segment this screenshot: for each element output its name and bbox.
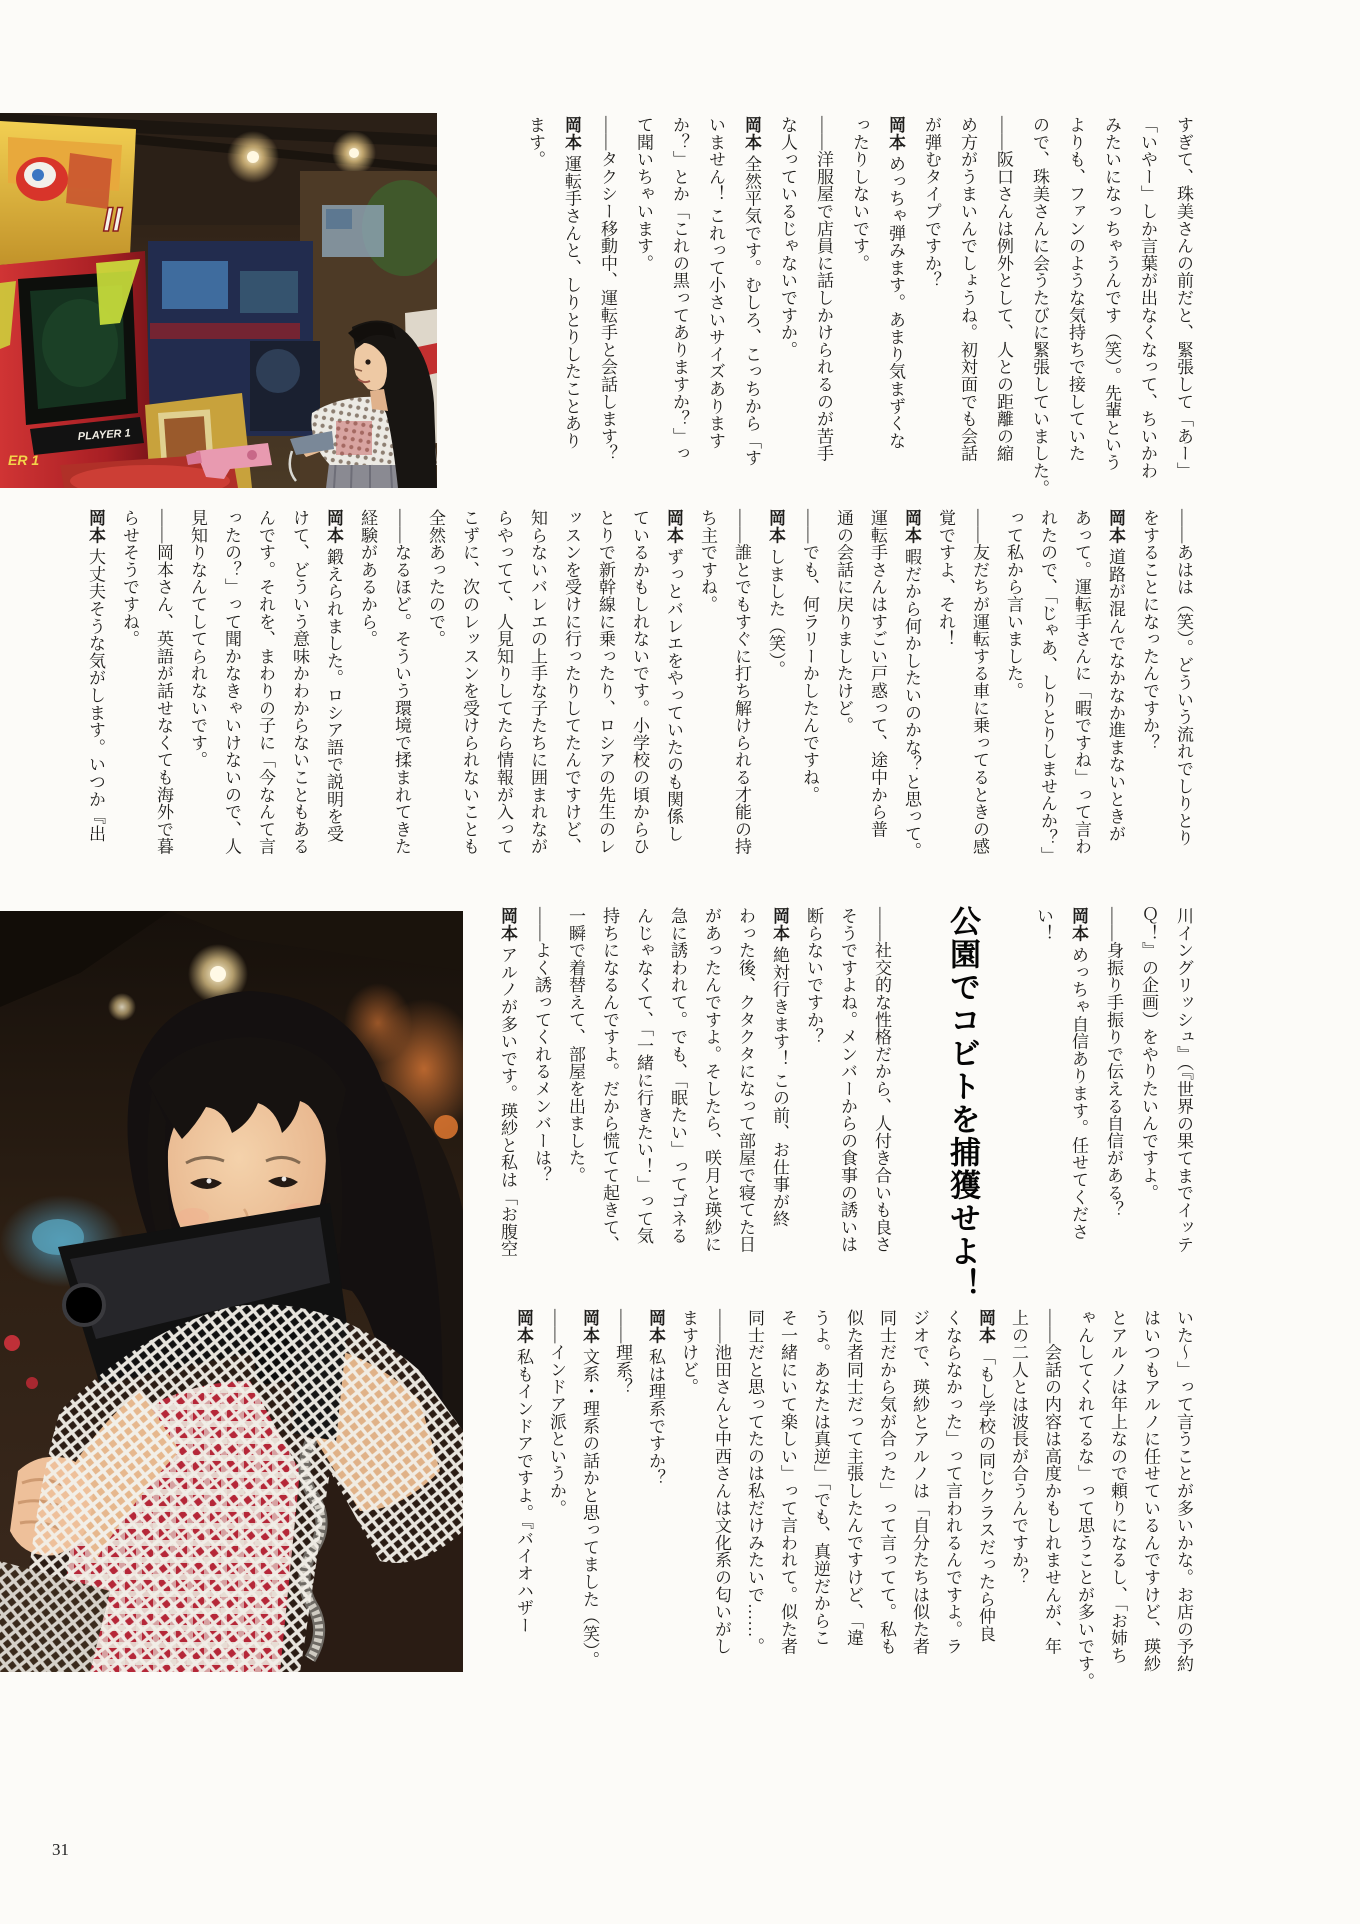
- speaker-name: 岡本: [902, 509, 921, 544]
- text-column: 見知りなんてしてられないです。: [188, 509, 207, 769]
- text-column: 岡本 道路が混んでなかなか進まないときが: [1106, 509, 1125, 843]
- text-column: ――岡本さん、英語が話せなくても海外で暮: [154, 509, 173, 855]
- page-number: 31: [52, 1840, 69, 1859]
- text-column: ので、珠美さんに会うたびに緊張していました。: [1030, 116, 1049, 497]
- text-column: ――あはは（笑）。どういう流れでしりとり: [1174, 509, 1193, 847]
- speaker-name: 岡本: [562, 116, 581, 151]
- interview-text-band-1: [508, 116, 1192, 498]
- text-column: って私から言いました。: [1004, 509, 1023, 700]
- interview-text-band-4: [499, 1309, 1192, 1691]
- speaker-name: 岡本: [580, 1309, 599, 1344]
- text-column: ――身振り手振りで伝える自信がある？: [1104, 907, 1123, 1219]
- text-column: ――池田さんと中西さんは文化系の匂いがし: [712, 1309, 731, 1655]
- text-column: ――会話の内容は高度かもしれませんが、年: [1042, 1309, 1061, 1655]
- text-column: 上の二人とは波長が合うんですか？: [1009, 1309, 1028, 1586]
- text-column: ――阪口さんは例外として、人との距離の縮: [994, 116, 1013, 462]
- text-column: ――タクシー移動中、運転手と会話します？: [598, 116, 617, 462]
- text-column: な人っているじゃないですか。: [778, 116, 797, 359]
- section-headline: 公園でコビトを捕獲せよ！: [945, 905, 980, 1301]
- portrait-photo: [0, 911, 463, 1672]
- red-cabinet: [0, 121, 152, 488]
- text-column: 岡本 私は理系ですか？: [646, 1309, 665, 1487]
- interview-text-band-2: [70, 509, 1192, 899]
- text-column: 岡本 めっちゃ弾みます。あまり気まずくな: [886, 116, 905, 450]
- speaker-name: 岡本: [498, 907, 517, 942]
- text-column: があったんですよ。そしたら、咲月と瑛紗に: [702, 907, 721, 1253]
- speaker-name: 岡本: [976, 1309, 995, 1344]
- text-column: 同士だから気が合った」って言ってて。私も: [877, 1309, 896, 1655]
- text-column: 知らないバレエの上手な子たちに囲まれなが: [528, 509, 547, 855]
- text-column: 岡本 ずっとバレエをやっていたのも関係し: [664, 509, 683, 843]
- text-column: いた〜」って言うことが多いかな。お店の予約: [1174, 1309, 1193, 1673]
- text-column: 通の会話に戻りましたけど。: [834, 509, 853, 734]
- text-column: 運転手さんはすごい戸惑って、途中から普: [868, 509, 887, 838]
- arcade-photo: [0, 113, 437, 488]
- speaker-name: 岡本: [766, 509, 785, 544]
- text-column: ます。: [526, 116, 545, 168]
- text-column: 断らないですか？: [804, 907, 823, 1046]
- text-column: め方がうまいんでしょうね。初対面でも会話: [958, 116, 977, 462]
- text-column: 似た者同士だって主張したんですけど、「違: [844, 1309, 863, 1647]
- text-column: んです。それを、まわりの子に「今なんて言: [256, 509, 275, 855]
- text-column: か？」とか「これの黒ってありますか？」っ: [670, 116, 689, 462]
- speaker-name: 岡本: [514, 1309, 533, 1344]
- text-column: ――でも、何ラリーかしたんですね。: [800, 509, 819, 804]
- speaker-name: 岡本: [886, 116, 905, 151]
- text-column: ――友だちが運転する車に乗ってるときの感: [970, 509, 989, 855]
- text-column: 岡本 全然平気です。むしろ、こっちから「す: [742, 116, 761, 467]
- text-column: らせそうですね。: [120, 509, 139, 648]
- speaker-name: 岡本: [646, 1309, 665, 1344]
- text-column: 岡本 文系・理系の話かと思ってました（笑）。: [580, 1309, 599, 1669]
- text-column: ているかもしれないです。小学校の頃からひ: [630, 509, 649, 855]
- text-column: て聞いちゃいます。: [634, 116, 653, 272]
- text-column: あって。運転手さんに「暇ですね」って言わ: [1072, 509, 1091, 855]
- text-column: すぎて、珠美さんの前だと、緊張して「あー」: [1174, 116, 1193, 480]
- text-column: 川イングリッシュ』（『世界の果てまでイッテ: [1174, 907, 1193, 1254]
- text-column: くならなかった」って言われるんですよ。ラ: [943, 1309, 962, 1655]
- speaker-name: 岡本: [1106, 509, 1125, 544]
- text-column: ――よく誘ってくれるメンバーは？: [532, 907, 551, 1184]
- text-column: 覚ですよ、それ！: [936, 509, 955, 648]
- text-column: ――洋服屋で店員に話しかけられるのが苦手: [814, 116, 833, 462]
- text-column: 岡本 「もし学校の同じクラスだったら仲良: [976, 1309, 995, 1643]
- text-column: ッスンを受けに行ったりしてたんですけど、: [562, 509, 581, 855]
- text-column: らやってて、人見知りしてたら情報が入って: [494, 509, 513, 855]
- speaker-name: 岡本: [324, 509, 343, 544]
- text-column: Ｑ！』の企画）をやりたいんですよ。: [1139, 907, 1158, 1202]
- text-column: はいつもアルノに任せているんですけど、瑛紗: [1141, 1309, 1160, 1673]
- text-column: うよ。あなたは真逆」「でも、真逆だからこ: [811, 1309, 830, 1647]
- text-column: 岡本 暇だから何かしたいのかな？と思って。: [902, 509, 921, 860]
- text-column: んじゃなくて、「一緒に行きたい！」って気: [634, 907, 653, 1245]
- text-column: とりで新幹線に乗ったり、ロシアの先生のレ: [596, 509, 615, 855]
- text-column: 全然あったので。: [426, 509, 445, 648]
- speaker-name: 岡本: [664, 509, 683, 544]
- speaker-name: 岡本: [1069, 907, 1088, 942]
- text-column: ジオで、瑛紗とアルノは「自分たちは似た者: [910, 1309, 929, 1655]
- text-column: よりも、ファンのような気持ちで接していた: [1066, 116, 1085, 462]
- text-column: 岡本 めっちゃ自信あります。任せてくださ: [1069, 907, 1088, 1241]
- text-column: 経験があるから。: [358, 509, 377, 648]
- text-column: そうですよね。メンバーからの食事の誘いは: [838, 907, 857, 1253]
- marquee-label: II: [103, 201, 122, 239]
- text-column: ――インドア派というか。: [547, 1309, 566, 1517]
- text-column: ――理系？: [613, 1309, 632, 1396]
- text-column: 急に誘われて。でも、「眠たい」ってゴネる: [668, 907, 687, 1245]
- text-column: こずに、次のレッスンを受けられないことも: [460, 509, 479, 855]
- text-column: ち主ですね。: [698, 509, 717, 613]
- text-column: 持ちになるんですよ。だから慌てて起きて、: [600, 907, 619, 1253]
- text-column: 岡本 鍛えられました。ロシア語で説明を受: [324, 509, 343, 843]
- text-column: ったの？」って聞かなきゃいけないので、人: [222, 509, 241, 855]
- interview-text-band-3-right: [1017, 907, 1192, 1301]
- text-column: 同士だと思ってたのは私だけみたいで……。: [745, 1309, 764, 1655]
- speaker-name: 岡本: [742, 116, 761, 151]
- text-column: 「いやー」しか言葉が出なくなって、ちいかわ: [1138, 116, 1157, 480]
- text-column: 岡本 絶対行きます！ この前、お仕事が終: [770, 907, 789, 1228]
- text-column: ますけど。: [679, 1309, 698, 1396]
- text-column: 岡本 運転手さんと、しりとりしたことあり: [562, 116, 581, 450]
- text-column: いません！ これって小さいサイズあります: [706, 116, 725, 450]
- text-column: みたいになっちゃうんです（笑）。先輩という: [1102, 116, 1121, 471]
- text-column: 岡本 大丈夫そうな気がします。いつか『出: [86, 509, 105, 843]
- text-column: 岡本 私もインドアですよ。『バイオハザー: [514, 1309, 533, 1634]
- text-column: そ一緒にいて楽しい」って言われて。似た者: [778, 1309, 797, 1655]
- text-column: ――社交的な性格だから、人付き合いも良さ: [872, 907, 891, 1253]
- player-label: PLAYER 1: [77, 427, 132, 443]
- text-column: い！: [1034, 907, 1053, 942]
- interview-text-band-3-left: [482, 907, 890, 1301]
- text-column: けて、どういう意味かわからないこともある: [290, 509, 309, 855]
- text-column: 岡本 しました（笑）。: [766, 509, 785, 679]
- text-column: 一瞬で着替えて、部屋を出ました。: [566, 907, 585, 1184]
- cabinet-side-label: ER 1: [8, 452, 40, 468]
- text-column: わった後、クタクタになって部屋で寝てた日: [736, 907, 755, 1253]
- text-column: とアルノは年上なので頼りになるし、「お姉ち: [1108, 1309, 1127, 1664]
- text-column: ――誰とでもすぐに打ち解けられる才能の持: [732, 509, 751, 855]
- text-column: ゃんしてくれてるな」って思うことが多いです。: [1075, 1309, 1094, 1690]
- text-column: をすることになったんですか？: [1140, 509, 1159, 752]
- text-column: れたので、「じゃあ、しりとりしませんか？」: [1038, 509, 1057, 864]
- speaker-name: 岡本: [770, 907, 789, 942]
- text-column: が弾むタイプですか？: [922, 116, 941, 289]
- text-column: ったりしないです。: [850, 116, 869, 272]
- text-column: 岡本 アルノが多いです。瑛紗と私は「お腹空: [498, 907, 517, 1258]
- text-column: ――なるほど。そういう環境で揉まれてきた: [392, 509, 411, 855]
- speaker-name: 岡本: [86, 509, 105, 544]
